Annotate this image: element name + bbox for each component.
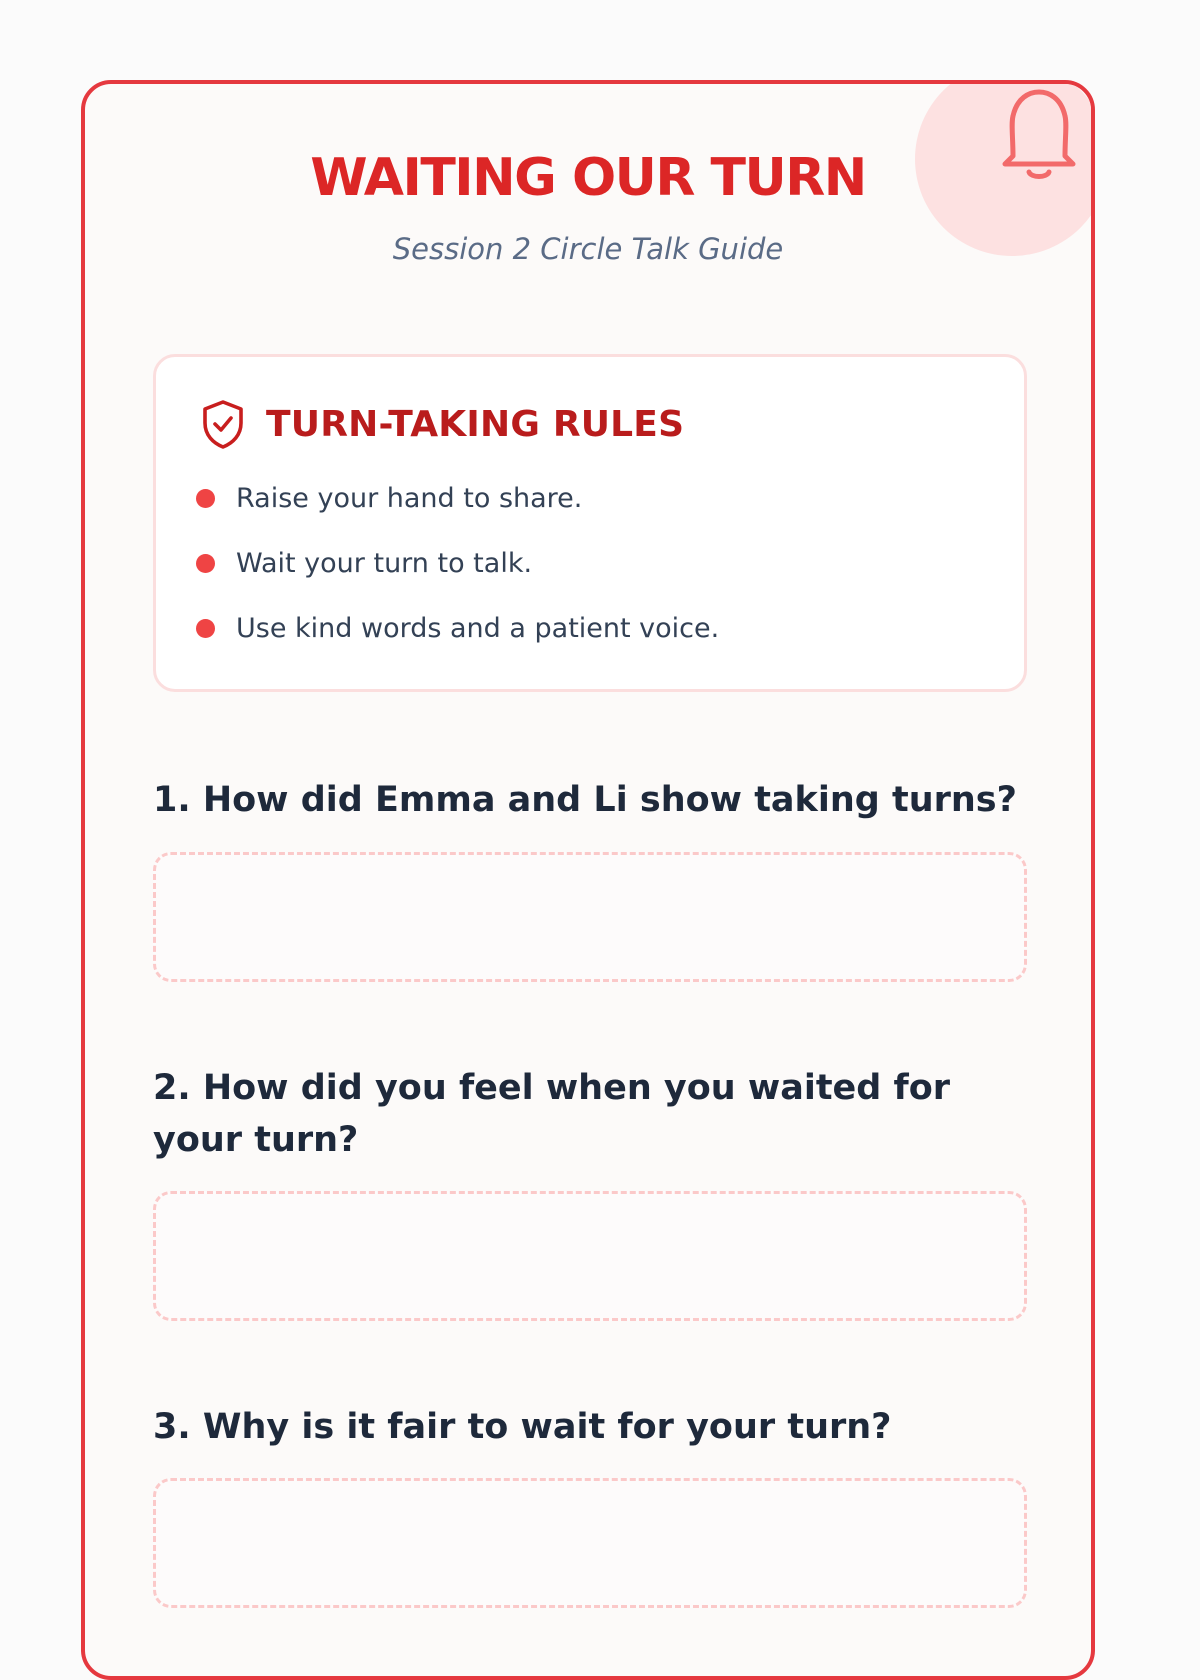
rule-item — [196, 483, 582, 514]
bullet-dot — [196, 554, 215, 573]
answer-box-3[interactable] — [153, 1478, 1027, 1608]
question-3: 3. Why is it fair to wait for your turn? — [153, 1407, 892, 1447]
bullet-dot — [196, 619, 215, 638]
question-1: 1. How did Emma and Li show taking turns? — [153, 780, 1017, 820]
worksheet-card — [81, 80, 1095, 1680]
rules-title: TURN-TAKING RULES — [266, 403, 685, 445]
rule-item — [196, 548, 532, 579]
question-2: 2. How did you feel when you waited for your turn? — [153, 1068, 951, 1160]
rules-panel — [153, 354, 1027, 692]
rule-text: Raise your hand to share. — [236, 483, 583, 514]
shield-check-icon — [200, 399, 246, 449]
rule-text: Use kind words and a patient voice. — [236, 613, 720, 644]
rules-header — [200, 399, 684, 449]
page-subtitle: Session 2 Circle Talk Guide — [392, 232, 784, 266]
page-title: WAITING OUR TURN — [310, 148, 866, 208]
answer-box-2[interactable] — [153, 1191, 1027, 1321]
answer-box-1[interactable] — [153, 852, 1027, 982]
rule-text: Wait your turn to talk. — [236, 548, 533, 579]
rule-item — [196, 613, 719, 644]
bullet-dot — [196, 489, 215, 508]
